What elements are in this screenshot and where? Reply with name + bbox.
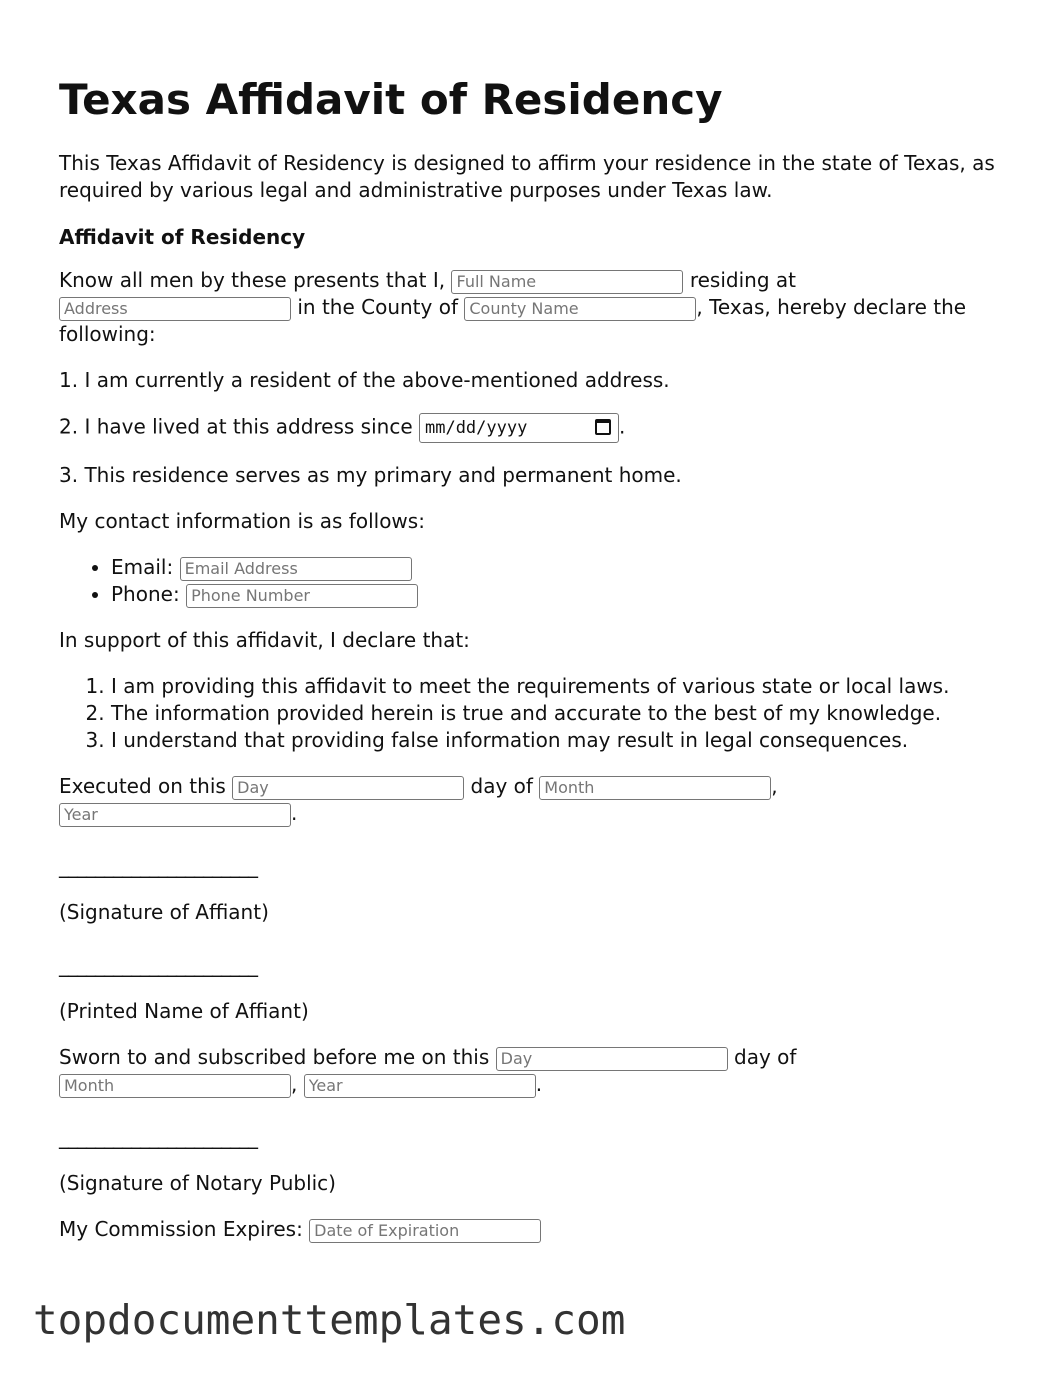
support-list — [59, 673, 1009, 754]
executed-year-input[interactable] — [59, 803, 291, 827]
statement-2-end: . — [618, 414, 626, 439]
watermark: topdocumenttemplates.com — [33, 1296, 626, 1344]
executed-text-1: Executed on this — [59, 774, 233, 798]
affiant-printed-line: ______________________ — [59, 953, 257, 977]
declaration-text-4: , Texas, hereby declare the following: — [59, 295, 967, 346]
commission-paragraph — [59, 1216, 1009, 1243]
support-intro: In support of this affidavit, I declare that: — [59, 628, 470, 652]
commission-label: My Commission Expires: — [59, 1217, 310, 1241]
affiant-signature-label: (Signature of Affiant) — [59, 900, 269, 924]
sworn-year-input[interactable] — [304, 1074, 536, 1098]
sworn-text-4: . — [535, 1072, 543, 1096]
sworn-text-3: , — [291, 1072, 304, 1096]
statement-3: 3. This residence serves as my primary and permanent home. — [59, 463, 682, 487]
contact-email-item — [111, 554, 1009, 581]
sworn-month-input[interactable] — [59, 1074, 291, 1098]
executed-day-input[interactable] — [232, 776, 464, 800]
sworn-text-2: day of — [727, 1045, 797, 1069]
county-input[interactable] — [464, 297, 696, 321]
support-item: 2. The information provided herein is true and accurate to the best of my knowledge. — [111, 700, 1009, 727]
support-item: 1. I am providing this affidavit to meet the requirements of various state or local laws. — [111, 673, 1009, 700]
affiant-signature-line: ______________________ — [59, 854, 257, 878]
commission-expiration-input[interactable] — [309, 1219, 541, 1243]
declaration-paragraph — [59, 267, 1009, 348]
contact-phone-item — [111, 581, 1009, 608]
statement-2 — [59, 413, 1009, 443]
declaration-text-2: residing at — [683, 268, 796, 292]
executed-text-4: . — [291, 801, 298, 825]
sworn-day-input[interactable] — [496, 1047, 728, 1071]
affidavit-document — [59, 72, 1009, 1262]
phone-label: Phone: — [111, 582, 187, 606]
phone-input[interactable] — [186, 584, 418, 608]
affiant-printed-label: (Printed Name of Affiant) — [59, 999, 309, 1023]
sworn-paragraph — [59, 1044, 1009, 1098]
section-heading: Affidavit of Residency — [59, 225, 306, 249]
contact-intro: My contact information is as follows: — [59, 509, 425, 533]
page-title: Texas Affidavit of Residency — [59, 75, 723, 124]
sworn-text-1: Sworn to and subscribed before me on this — [59, 1045, 496, 1069]
executed-text-2: day of — [464, 774, 540, 798]
declaration-text-3: in the County of — [291, 295, 465, 319]
executed-text-3: , — [771, 774, 778, 798]
full-name-input[interactable] — [451, 270, 683, 294]
residence-since-date-input[interactable] — [419, 413, 619, 443]
date-placeholder: mm/dd/yyyy — [424, 418, 528, 438]
contact-list — [59, 554, 1009, 608]
email-label: Email: — [111, 555, 180, 579]
executed-month-input[interactable] — [539, 776, 771, 800]
address-input[interactable] — [59, 297, 291, 321]
intro-paragraph: This Texas Affidavit of Residency is designed to affirm your residence in the state of Texas, as required by various legal and administrative purposes under Texas law. — [59, 151, 995, 202]
statement-2-text: 2. I have lived at this address since — [59, 414, 419, 439]
notary-signature-label: (Signature of Notary Public) — [59, 1171, 336, 1195]
notary-signature-line: ______________________ — [59, 1125, 257, 1149]
declaration-text-1: Know all men by these presents that I, — [59, 268, 452, 292]
calendar-icon[interactable] — [595, 419, 611, 435]
email-input[interactable] — [180, 557, 412, 581]
statement-1: 1. I am currently a resident of the above-mentioned address. — [59, 368, 670, 392]
support-item: 3. I understand that providing false information may result in legal consequences. — [111, 727, 1009, 754]
executed-paragraph — [59, 773, 1009, 827]
